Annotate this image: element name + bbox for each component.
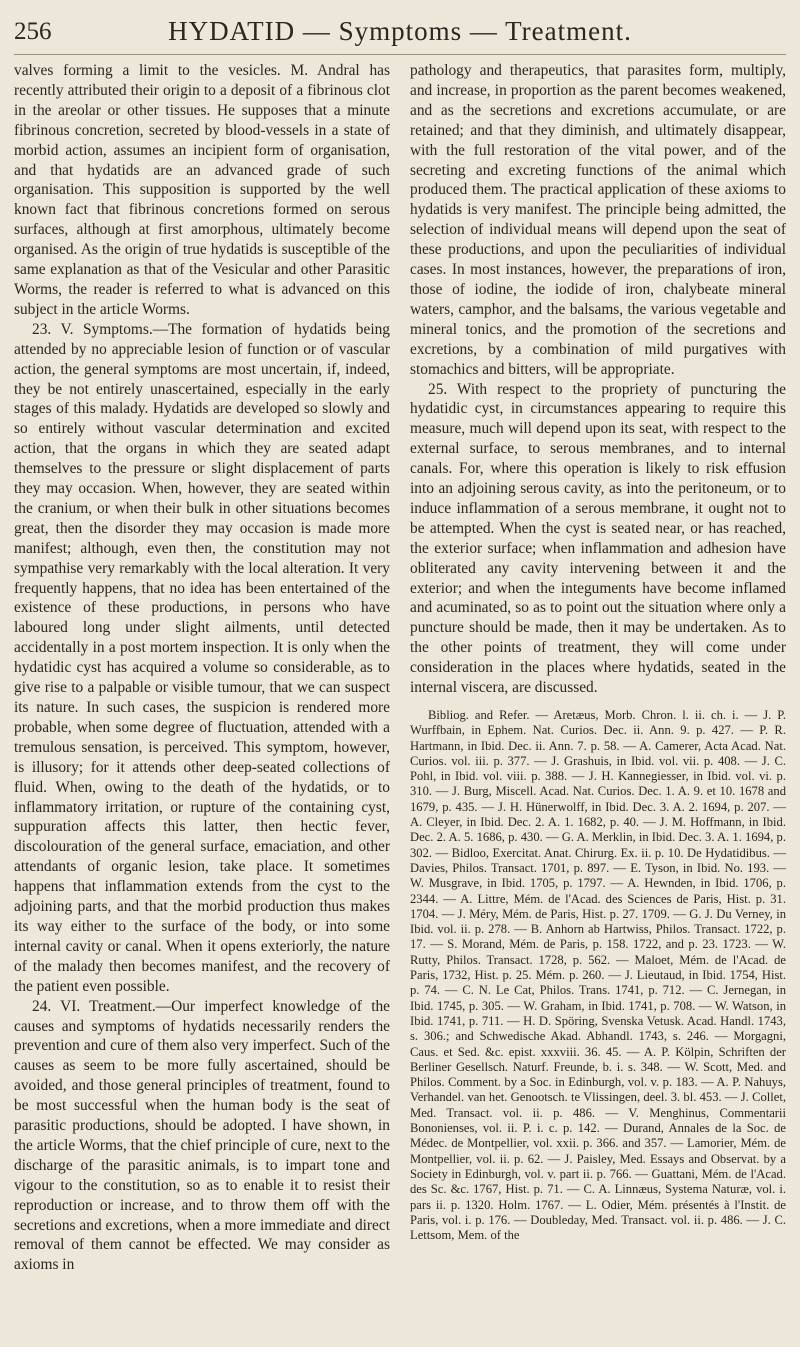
- paragraph-puncturing: 25. With respect to the propriety of puncturing the hydatidic cyst, in circumstances appearing to require this measure, much will depend upon its seat, with respect to the external surface, to serous membranes, and to internal canals. For, where this operation is likely to risk effusion into an adjoining serous cavity, as into the peritoneum, or to induce inflammation of a serous membrane, it ought not to be attempted. When the cyst is seated near, or has reached, the exterior surface; when inflammation and adhesion have obliterated any cavity intervening between it and the exterior; and when the integuments have become inflamed and acuminated, so as to point out the situation where only a puncture should be made, then it may be undertaken. As to the other points of treatment, they will come under consideration in the places where hydatids, seated in the internal viscera, are discussed.: [410, 380, 786, 697]
- right-column: [410, 61, 786, 1275]
- two-column-body: [14, 61, 786, 1275]
- bibliography-text: Bibliog. and Refer. — Aretæus, Morb. Chron. l. ii. ch. i. — J. P. Wurffbain, in Ephem. Nat. Curios. Dec. ii. Ann. 9. p. 427. — P. R. Hartmann, in Ibid. Dec. ii. Ann. 7. p. 58. — A. Camerer, Acta Acad. Nat. Curios. vol. iii. p. 377. — J. Grashuis, in Ibid. vol. vii. p. 408. — J. C. Pohl, in Ibid. vol. viii. p. 388. — J. H. Kannegiesser, in Ibid. vol. vi. p. 310. — J. Burg, Miscell. Acad. Nat. Curios. Dec. 1. A. 9. et 10. 1678 and 1679, p. 435. — J. H. Hünerwolff, in Ibid. Dec. 3. A. 2. 1694, p. 207. — A. Cleyer, in Ibid. Dec. 2. A. 1. 1682, p. 40. — J. M. Hoffmann, in Ibid. Dec. 2. A. 5. 1686, p. 430. — G. A. Merklin, in Ibid. Dec. 3. A. 1. 1694, p. 302. — Bidloo, Exercitat. Anat. Chirurg. Ex. ii. p. 10. De Hydatidibus. — Davies, Philos. Transact. 1701, p. 897. — E. Tyson, in Ibid. No. 193. — W. Musgrave, in Ibid. 1705, p. 1797. — A. Hewnden, in Ibid. 1706, p. 2344. — A. Littre, Mém. de l'Acad. des Sciences de Paris, Hist. p. 31. 1704. — J. Méry, Mém. de Paris, Hist. p. 27. 1709. — G. J. Du Verney, in Ibid. vol. ii. p. 278. — B. Anhorn ab Hartwiss, Philos. Transact. 1722, p. 17. — S. Morand, Mém. de Paris, p. 158. 1722, and p. 23. 1723. — W. Rutty, Philos. Transact. 1728, p. 562. — Maloet, Mém. de l'Acad. de Paris, 1732, Hist. p. 25. Mém. p. 260. — J. Lieutaud, in Ibid. 1754, Hist. p. 74. — C. N. Le Cat, Philos. Trans. 1741, p. 712. — C. Jernegan, in Ibid. 1745, p. 305. — W. Graham, in Ibid. 1741, p. 708. — W. Watson, in Ibid. 1741, p. 711. — H. D. Spöring, Svenska Vetusk. Acad. Handl. 1743, s. 306.; and Schwedische Akad. Abhandl. 1743, s. 246. — Morgagni, Caus. et Sed. &c. epist. xxxviii. 36. 45. — A. P. Kölpin, Schriften der Berliner Gesellsch. Naturf. Freunde, b. i. s. 348. — W. Scott, Med. and Philos. Comment. by a Soc. in Edinburgh, vol. v. p. 183. — A. P. Nahuys, Verhandel. van het. Genootsch. te Vlissingen, deel. 3. bl. 453. — J. Collet, Med. Transact. vol. ii. p. 486. — V. Menghinus, Commentarii Bononienses, vol. ii. P. i. c. p. 142. — Durand, Annales de la Soc. de Médec. de Montpellier, vol. xxii. p. 366. and 357. — Lamorier, Mém. de Montpellier, vol. ii. p. 62. — J. Paisley, Med. Essays and Observat. by a Society in Edinburgh, vol. v. part ii. p. 766. — Guattani, Mém. de l'Acad. des Sc. &c. 1767, Hist. p. 71. — C. A. Linnæus, Systema Naturæ, vol. i. pars ii. p. 1320. Holm. 1767. — L. Odier, Mém. présentés à l'Instit. de Paris, vol. i. p. 176. — Doubleday, Med. Transact. vol. ii. p. 486. — J. C. Lettsom, Mem. of the: [410, 708, 786, 1243]
- page-header: [14, 14, 786, 55]
- left-column: [14, 61, 390, 1275]
- paragraph-symptoms: 23. V. Symptoms.—The formation of hydatids being attended by no appreciable lesion of function or of vascular action, the general symptoms are most uncertain, if, indeed, they be not entirely unascertained, especially in the early stages of this malady. Hydatids are developed so slowly and so entirely without vascular determination and excited action, that the organs in which they are seated adapt themselves to the pressure or slight displacement of parts they may occasion. When, however, they are seated within the cranium, or when their bulk in other situations becomes great, then the disorder they may occasion is made more manifest; although, even then, the constitution may not sympathise very remarkably with the local alteration. It very frequently happens, that no idea has been entertained of the existence of these productions, in persons who have laboured long under slight ailments, until detected accidentally in a post mortem inspection. It is only when the hydatidic cyst has acquired a volume so considerable, as to give rise to a palpable or visible tumour, that we can suspect its nature. In such cases, the suspicion is rendered more probable, when some degree of fluctuation, attended with a tremulous sensation, is perceived. This symptom, however, is illusory; for it attends other deep-seated collections of fluid. When, owing to the death of the hydatids, or to inflammatory irritation, or rupture of the containing cyst, suppuration affects this latter, then hectic fever, discolouration of the general surface, emaciation, and other attendants of organic lesion, take place. It sometimes happens that inflammation extends from the cyst to the adjoining parts, and that the morbid production thus makes its way either to the surface of the body, or into some internal cavity or canal. When it opens exteriorly, the nature of the malady then becomes manifest, and the recovery of the patient even possible.: [14, 320, 390, 995]
- paragraph-treatment: 24. VI. Treatment.—Our imperfect knowledge of the causes and symptoms of hydatids necessarily renders the prevention and cure of them also very imperfect. Such of the causes as seem to be more fully ascertained, should be avoided, and those general principles of treatment, found to be most successful when the human body is the seat of parasitic productions, should be adopted. I have shown, in the article Worms, that the chief principle of cure, next to the discharge of the parasitic animals, is to impart tone and vigour to the constitution, so as to enable it to resist their reproduction or increase, and to throw them off with the secretions and excretions, when a more immediate and direct removal of them cannot be effected. We may consider as axioms in: [14, 997, 390, 1274]
- paragraph-origin: valves forming a limit to the vesicles. M. Andral has recently attributed their origin to a deposit of a fibrinous clot in the areolar or other tissues. He supposes that a minute fibrinous concretion, secreted by blood-vessels in a state of morbid action, assumes an incipient form of organisation, and that hydatids are an advanced grade of such organisation. This supposition is supported by the well known fact that fibrinous concretions formed on serous surfaces, although at first amorphous, ultimately become organised. As the origin of true hydatids is susceptible of the same explanation as that of the Vesicular and other Parasitic Worms, the reader is referred to what is advanced on this subject in the article Worms.: [14, 62, 390, 318]
- page-number: 256: [14, 18, 52, 45]
- paragraph-axioms: pathology and therapeutics, that parasites form, multiply, and increase, in proportion as the parent becomes weakened, and as the secretions and excretions accumulate, or are retained; and that they diminish, and ultimately disappear, with the full restoration of the vital power, and of the secreting and excreting functions of the animal which produced them. The practical application of these axioms to hydatids is very manifest. The principle being admitted, the selection of individual means will depend upon the seat of these productions, and upon the peculiarities of individual cases. In most instances, however, the preparations of iron, those of iodine, the iodide of iron, chalybeate mineral waters, camphor, and the balsams, the various vegetable and mineral tonics, and the promotion of the secretions and excretions, by a combination of mild purgatives with stomachics and bitters, will be appropriate.: [410, 62, 786, 378]
- bibliography: [410, 708, 786, 1243]
- running-head: HYDATID — Symptoms — Treatment.: [168, 16, 632, 46]
